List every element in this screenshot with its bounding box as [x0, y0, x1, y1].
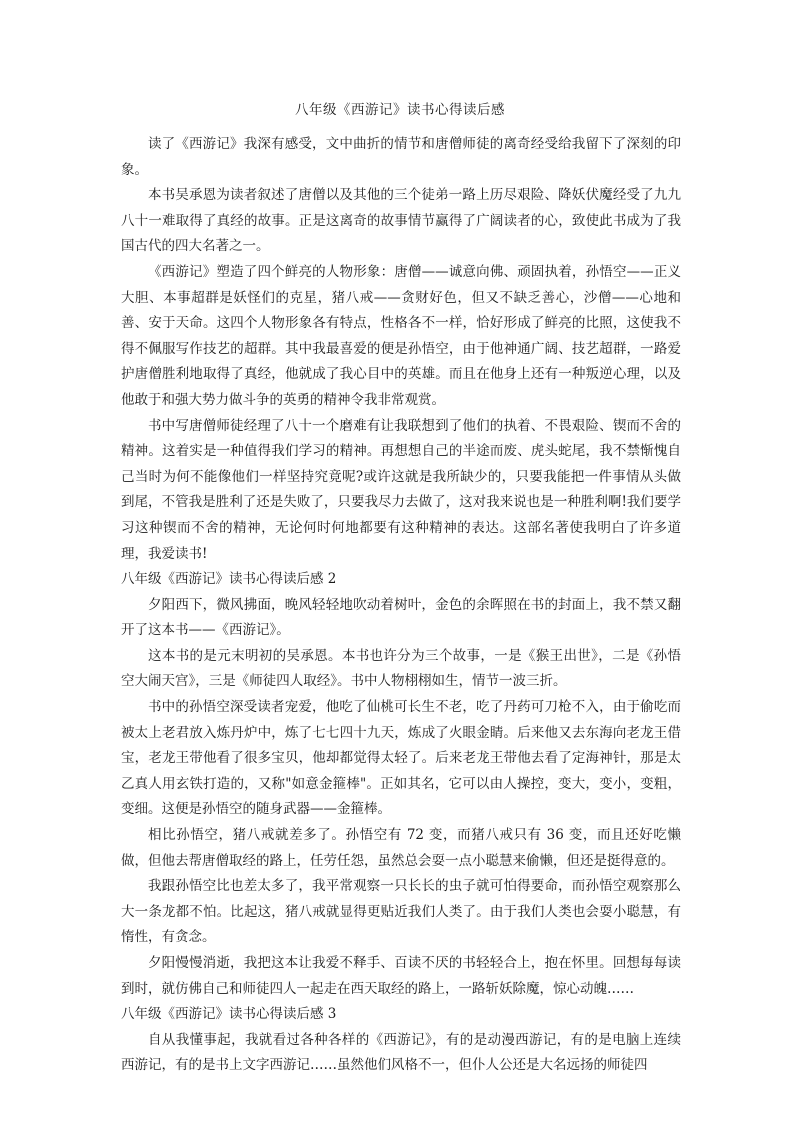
paragraph: 读了《西游记》我深有感受，文中曲折的情节和唐僧师徒的离奇经受给我留下了深刻的印象。	[121, 136, 681, 178]
paragraph: 相比孙悟空，猪八戒就差多了。孙悟空有 72 变，而猪八戒只有 36 变，而且还好吃懒做，但他去帮唐僧取经的路上，任劳任怨，虽然总会耍一点小聪慧来偷懒，但还是挺得意的。	[121, 827, 681, 869]
paragraph: 《西游记》塑造了四个鲜亮的人物形象：唐僧——诚意向佛、顽固执着，孙悟空——正义大胆、本事超群是妖怪们的克星，猪八戒——贪财好色，但又不缺乏善心，沙僧——心地和善、安于天命。这四个人物形象各有特点，性格各不一样，恰好形成了鲜亮的比照，这使我不得不佩服写作技艺的超群。其中我最喜爱的便是孙悟空，由于他神通广阔、技艺超群，一路爱护唐僧胜利地取得了真经，他就成了我心目中的英雄。而且在他身上还有一种叛逆心理，以及他敢于和强大势力做斗争的英勇的精神令我非常观赏。	[121, 263, 681, 408]
paragraph: 本书吴承恩为读者叙述了唐僧以及其他的三个徒弟一路上历尽艰险、降妖伏魔经受了九九八十一难取得了真经的故事。正是这离奇的故事情节赢得了广阔读者的心，致使此书成为了我国古代的四大名著之一。	[121, 187, 681, 255]
paragraph: 自从我懂事起，我就看过各种各样的《西游记》，有的是动漫西游记，有的是电脑上连续西游记，有的是书上文字西游记……虽然他们风格不一，但仆人公还是大名远扬的师徒四	[121, 1031, 681, 1074]
section-heading: 八年级《西游记》读书心得读后感 2	[121, 571, 337, 588]
paragraph: 书中写唐僧师徒经理了八十一个磨难有让我联想到了他们的执着、不畏艰险、锲而不舍的精神。这着实是一种值得我们学习的精神。再想想自己的半途而废、虎头蛇尾，我不禁惭愧自己当时为何不能像他们一样坚持究竟呢?或许这就是我所缺少的，只要我能把一件事情从头做到尾，不管我是胜利了还是失败了，只要我尽力去做了，这对我来说也是一种胜利啊!我们要学习这种锲而不舍的精神，无论何时何地都要有这种精神的表达。这部名著使我明白了许多道理，我爱读书!	[121, 417, 681, 562]
paragraph: 书中的孙悟空深受读者宠爱，他吃了仙桃可长生不老，吃了丹药可刀枪不入，由于偷吃而被太上老君放入炼丹炉中，炼了七七四十九天，炼成了火眼金睛。后来他又去东海向老龙王借宝，老龙王带他看了很多宝贝，他却都觉得太轻了。后来老龙王带他去看了定海神针，那是太乙真人用玄铁打造的，又称"如意金箍棒"。正如其名，它可以由人操控，变大，变小，变粗，变细。这便是孙悟空的随身武器——金箍棒。	[121, 699, 681, 818]
paragraph: 夕阳西下，微风拂面，晚风轻轻地吹动着树叶，金色的余晖照在书的封面上，我不禁又翻开了这本书——《西游记》。	[121, 596, 681, 639]
document-title: 八年级《西游记》读书心得读后感	[295, 102, 505, 118]
paragraph: 夕阳慢慢消逝，我把这本让我爱不释手、百读不厌的书轻轻合上，抱在怀里。回想每每读到时，就仿佛自己和师徒四人一起走在西天取经的路上，一路斩妖除魔，惊心动魄……	[121, 955, 681, 997]
document-body	[121, 132, 681, 1079]
paragraph: 我跟孙悟空比也差太多了，我平常观察一只长长的虫子就可怕得要命，而孙悟空观察那么大一条龙都不怕。比起这，猪八戒就显得更贴近我们人类了。由于我们人类也会耍小聪慧，有惰性，有贪念。	[121, 878, 681, 946]
section-heading: 八年级《西游记》读书心得读后感 3	[121, 1006, 337, 1023]
paragraph: 这本书的是元末明初的吴承恩。本书也许分为三个故事，一是《猴王出世》，二是《孙悟空大闹天宫》，三是《师徒四人取经》。书中人物栩栩如生，情节一波三折。	[121, 647, 681, 690]
